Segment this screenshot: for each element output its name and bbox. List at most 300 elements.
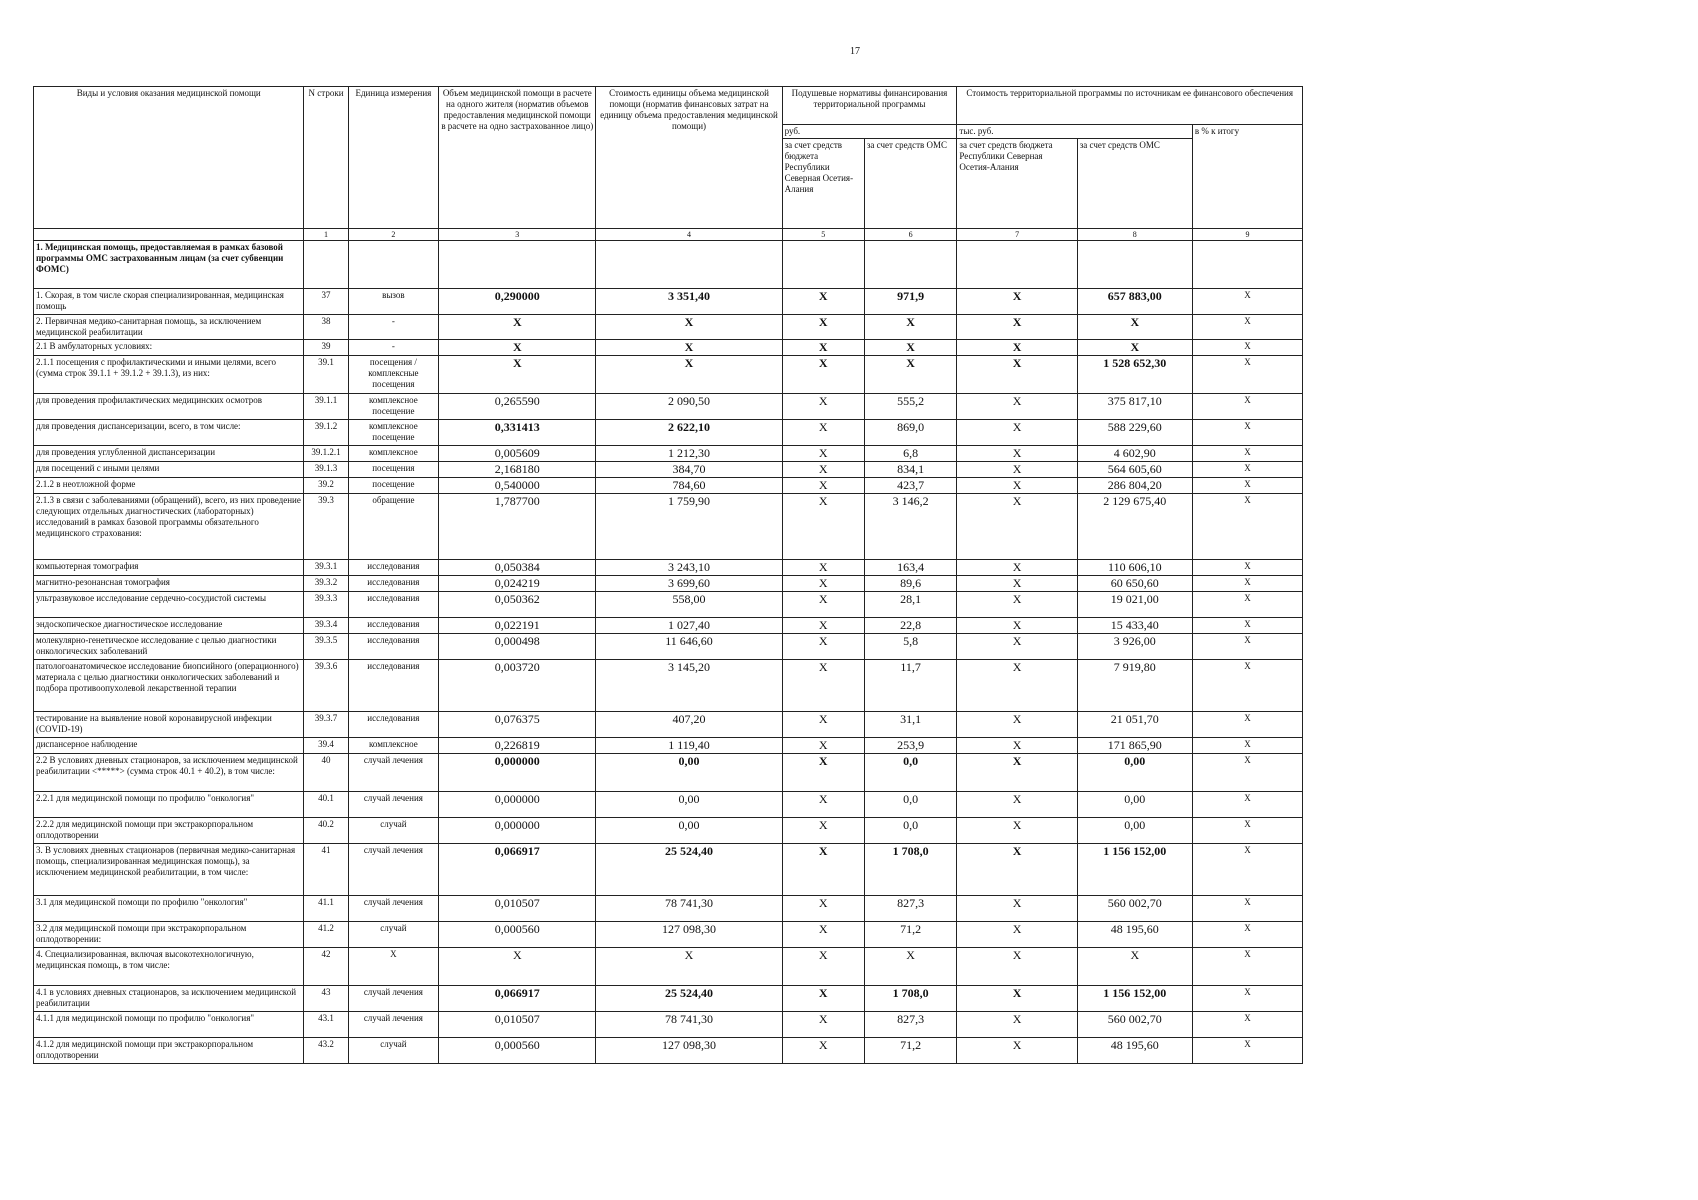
header-oms-rub: за счет средств ОМС (864, 139, 957, 229)
row-volume: 0,265590 (439, 394, 596, 420)
row-percent: X (1192, 818, 1302, 844)
row-oms-thous: 564 605,60 (1077, 462, 1192, 478)
row-unit: исследования (348, 712, 438, 738)
row-volume: 0,226819 (439, 738, 596, 754)
row-unit: комплексное (348, 446, 438, 462)
row-budget-thous: X (957, 792, 1077, 818)
row-unit-cost: 127 098,30 (596, 922, 782, 948)
row-name: 2.1 В амбулаторных условиях: (34, 340, 304, 356)
row-budget-rub: X (782, 462, 864, 478)
row-budget-rub: X (782, 754, 864, 792)
table-row (34, 618, 1303, 634)
row-budget-thous: X (957, 356, 1077, 394)
row-budget-rub: X (782, 494, 864, 560)
row-unit: случай (348, 1038, 438, 1064)
row-oms-thous: 560 002,70 (1077, 896, 1192, 922)
row-unit: X (348, 948, 438, 986)
row-budget-rub: X (782, 478, 864, 494)
row-oms-thous: 657 883,00 (1077, 289, 1192, 315)
row-oms-thous: 375 817,10 (1077, 394, 1192, 420)
row-unit-cost: 2 090,50 (596, 394, 782, 420)
table-container (33, 86, 1303, 1064)
row-name: 2.2.1 для медицинской помощи по профилю "онкология" (34, 792, 304, 818)
table-row (34, 394, 1303, 420)
row-percent: X (1192, 592, 1302, 618)
row-volume: 0,331413 (439, 420, 596, 446)
row-volume: 0,000000 (439, 818, 596, 844)
row-number: 39.3.2 (304, 576, 348, 592)
row-unit-cost: 78 741,30 (596, 1012, 782, 1038)
row-oms-rub: 253,9 (864, 738, 957, 754)
table-row (34, 792, 1303, 818)
row-oms-thous: X (1077, 340, 1192, 356)
row-unit-cost: 3 351,40 (596, 289, 782, 315)
row-unit: случай (348, 818, 438, 844)
row-name: 3. В условиях дневных стационаров (первичная медико-санитарная помощь, специализированная медицинская помощь), за исключением медицинской реабилитации, в том числе: (34, 844, 304, 896)
row-name: молекулярно-генетическое исследование с целью диагностики онкологических заболеваний (34, 634, 304, 660)
row-unit-cost: 3 145,20 (596, 660, 782, 712)
row-percent: X (1192, 315, 1302, 340)
table-row (34, 420, 1303, 446)
row-number: 42 (304, 948, 348, 986)
row-unit: исследования (348, 660, 438, 712)
row-name: 4. Специализированная, включая высокотехнологичную, медицинская помощь, в том числе: (34, 948, 304, 986)
row-name: 3.2 для медицинской помощи при экстракорпоральном оплодотворении: (34, 922, 304, 948)
row-unit: обращение (348, 494, 438, 560)
row-oms-rub: 834,1 (864, 462, 957, 478)
table-row (34, 986, 1303, 1012)
row-percent: X (1192, 1012, 1302, 1038)
row-volume: 0,005609 (439, 446, 596, 462)
row-oms-rub: X (864, 356, 957, 394)
row-oms-rub: 22,8 (864, 618, 957, 634)
row-number: 39.3.6 (304, 660, 348, 712)
row-percent: X (1192, 754, 1302, 792)
row-oms-rub: 6,8 (864, 446, 957, 462)
row-budget-thous: X (957, 289, 1077, 315)
row-volume: X (439, 948, 596, 986)
header-program-cost: Стоимость территориальной программы по источникам ее финансового обеспечения (957, 87, 1303, 125)
row-unit: случай лечения (348, 986, 438, 1012)
row-volume: X (439, 356, 596, 394)
row-unit: комплексное посещение (348, 420, 438, 446)
row-number: 43 (304, 986, 348, 1012)
row-budget-thous: X (957, 462, 1077, 478)
row-volume: 0,290000 (439, 289, 596, 315)
row-number: 39.3.1 (304, 560, 348, 576)
row-unit: случай лечения (348, 896, 438, 922)
row-oms-thous: 3 926,00 (1077, 634, 1192, 660)
table-row (34, 948, 1303, 986)
row-volume: 0,000560 (439, 1038, 596, 1064)
row-name: 2.1.2 в неотложной форме (34, 478, 304, 494)
row-number: 41 (304, 844, 348, 896)
row-budget-thous: X (957, 478, 1077, 494)
row-percent: X (1192, 922, 1302, 948)
row-name: для проведения профилактических медицинских осмотров (34, 394, 304, 420)
row-budget-rub: X (782, 340, 864, 356)
row-name: 2.1.3 в связи с заболеваниями (обращений), всего, из них проведение следующих отдельных диагностических (лабораторных) исследований в рамках базовой программы обязательного медицинского страхования: (34, 494, 304, 560)
row-name: 2.1.1 посещения с профилактическими и иными целями, всего (сумма строк 39.1.1 + 39.1.2 + 39.1.3), из них: (34, 356, 304, 394)
header-percent: в % к итогу (1192, 125, 1302, 229)
row-budget-thous: X (957, 754, 1077, 792)
row-oms-rub: 71,2 (864, 922, 957, 948)
row-percent: X (1192, 660, 1302, 712)
table-row (34, 660, 1303, 712)
row-name: 2.2.2 для медицинской помощи при экстракорпоральном оплодотворении (34, 818, 304, 844)
row-volume: 0,010507 (439, 1012, 596, 1038)
row-budget-thous: X (957, 446, 1077, 462)
row-oms-rub: X (864, 315, 957, 340)
header-rub: руб. (782, 125, 957, 139)
row-unit: исследования (348, 618, 438, 634)
table-row (34, 922, 1303, 948)
row-oms-thous: 110 606,10 (1077, 560, 1192, 576)
row-name: патологоанатомическое исследование биопсийного (операционного) материала с целью диагностики онкологических заболеваний и подбора противоопухолевой лекарственной терапии (34, 660, 304, 712)
row-unit-cost: 0,00 (596, 792, 782, 818)
row-budget-rub: X (782, 634, 864, 660)
column-number: 7 (957, 229, 1077, 241)
header-kinds: Виды и условия оказания медицинской помощи (34, 87, 304, 229)
row-unit-cost: X (596, 315, 782, 340)
row-percent: X (1192, 289, 1302, 315)
row-number: 39.2 (304, 478, 348, 494)
row-budget-thous: X (957, 660, 1077, 712)
table-row (34, 494, 1303, 560)
table-row (34, 340, 1303, 356)
row-oms-rub: 0,0 (864, 818, 957, 844)
row-oms-rub: 0,0 (864, 792, 957, 818)
column-number: 9 (1192, 229, 1302, 241)
row-name: тестирование на выявление новой коронавирусной инфекции (COVID-19) (34, 712, 304, 738)
row-oms-rub: 827,3 (864, 896, 957, 922)
row-unit-cost: X (596, 340, 782, 356)
row-unit-cost: 25 524,40 (596, 986, 782, 1012)
row-oms-thous: 0,00 (1077, 754, 1192, 792)
row-oms-rub: X (864, 948, 957, 986)
header-unit: Единица измерения (348, 87, 438, 229)
row-number: 39.3 (304, 494, 348, 560)
row-budget-rub: X (782, 844, 864, 896)
row-name: 4.1 в условиях дневных стационаров, за исключением медицинской реабилитации (34, 986, 304, 1012)
row-unit-cost: 3 243,10 (596, 560, 782, 576)
row-oms-thous: 21 051,70 (1077, 712, 1192, 738)
row-name: для посещений с иными целями (34, 462, 304, 478)
row-oms-rub: 0,0 (864, 754, 957, 792)
row-volume: 0,050384 (439, 560, 596, 576)
row-unit: комплексное (348, 738, 438, 754)
row-unit-cost: 11 646,60 (596, 634, 782, 660)
row-unit-cost: 3 699,60 (596, 576, 782, 592)
row-budget-thous: X (957, 896, 1077, 922)
row-number: 39.3.7 (304, 712, 348, 738)
row-budget-thous: X (957, 1038, 1077, 1064)
row-oms-thous: X (1077, 315, 1192, 340)
row-unit-cost: 0,00 (596, 754, 782, 792)
row-percent: X (1192, 634, 1302, 660)
row-number: 43.1 (304, 1012, 348, 1038)
table-row (34, 738, 1303, 754)
row-unit-cost: 1 119,40 (596, 738, 782, 754)
row-oms-thous: 286 804,20 (1077, 478, 1192, 494)
column-number: 6 (864, 229, 957, 241)
row-budget-rub: X (782, 576, 864, 592)
row-name: 4.1.1 для медицинской помощи по профилю "онкология" (34, 1012, 304, 1038)
row-volume: 0,024219 (439, 576, 596, 592)
row-name: 3.1 для медицинской помощи по профилю "онкология" (34, 896, 304, 922)
row-volume: 2,168180 (439, 462, 596, 478)
row-oms-rub: 163,4 (864, 560, 957, 576)
row-budget-thous: X (957, 560, 1077, 576)
row-unit-cost: X (596, 356, 782, 394)
table-row (34, 712, 1303, 738)
row-name: для проведения углубленной диспансеризации (34, 446, 304, 462)
row-volume: 0,003720 (439, 660, 596, 712)
row-name: 4.1.2 для медицинской помощи при экстракорпоральном оплодотворении (34, 1038, 304, 1064)
row-unit-cost: 558,00 (596, 592, 782, 618)
row-oms-thous: 1 528 652,30 (1077, 356, 1192, 394)
row-number: 39.3.3 (304, 592, 348, 618)
row-budget-rub: X (782, 618, 864, 634)
row-budget-rub: X (782, 420, 864, 446)
header-thous-rub: тыс. руб. (957, 125, 1192, 139)
header-per-capita: Подушевые нормативы финансирования территориальной программы (782, 87, 957, 125)
row-oms-thous: 48 195,60 (1077, 1038, 1192, 1064)
row-budget-thous: X (957, 738, 1077, 754)
column-number: 2 (348, 229, 438, 241)
row-unit: вызов (348, 289, 438, 315)
row-percent: X (1192, 896, 1302, 922)
row-number: 38 (304, 315, 348, 340)
row-unit-cost: 384,70 (596, 462, 782, 478)
row-unit: - (348, 340, 438, 356)
row-budget-thous: X (957, 494, 1077, 560)
row-name: ультразвуковое исследование сердечно-сосудистой системы (34, 592, 304, 618)
row-percent: X (1192, 738, 1302, 754)
table-row (34, 844, 1303, 896)
row-volume: 0,066917 (439, 986, 596, 1012)
column-number: 5 (782, 229, 864, 241)
row-oms-rub: 28,1 (864, 592, 957, 618)
row-volume: 0,540000 (439, 478, 596, 494)
row-unit: случай (348, 922, 438, 948)
row-number: 39.1 (304, 356, 348, 394)
row-oms-rub: 827,3 (864, 1012, 957, 1038)
table-row (34, 592, 1303, 618)
table-row (34, 315, 1303, 340)
row-budget-thous: X (957, 948, 1077, 986)
row-volume: 1,787700 (439, 494, 596, 560)
row-name: для проведения диспансеризации, всего, в том числе: (34, 420, 304, 446)
row-unit-cost: 25 524,40 (596, 844, 782, 896)
row-name: компьютерная томография (34, 560, 304, 576)
row-unit: посещения / комплексные посещения (348, 356, 438, 394)
column-number: 4 (596, 229, 782, 241)
row-budget-rub: X (782, 560, 864, 576)
row-oms-rub: 869,0 (864, 420, 957, 446)
row-budget-rub: X (782, 394, 864, 420)
row-budget-rub: X (782, 1038, 864, 1064)
table-row (34, 356, 1303, 394)
row-budget-thous: X (957, 420, 1077, 446)
row-oms-thous: 1 156 152,00 (1077, 986, 1192, 1012)
table-row (34, 1012, 1303, 1038)
row-budget-thous: X (957, 922, 1077, 948)
row-percent: X (1192, 712, 1302, 738)
row-oms-thous: 560 002,70 (1077, 1012, 1192, 1038)
row-percent: X (1192, 618, 1302, 634)
row-oms-rub: 3 146,2 (864, 494, 957, 560)
row-percent: X (1192, 986, 1302, 1012)
table-row (34, 289, 1303, 315)
row-volume: 0,022191 (439, 618, 596, 634)
table-row (34, 896, 1303, 922)
row-unit: исследования (348, 560, 438, 576)
colnum-cell-empty (34, 229, 304, 241)
table-row (34, 560, 1303, 576)
row-volume: X (439, 340, 596, 356)
row-budget-thous: X (957, 634, 1077, 660)
row-oms-thous: 1 156 152,00 (1077, 844, 1192, 896)
row-name: 2. Первичная медико-санитарная помощь, за исключением медицинской реабилитации (34, 315, 304, 340)
row-budget-rub: X (782, 660, 864, 712)
row-number: 39.1.2 (304, 420, 348, 446)
row-percent: X (1192, 494, 1302, 560)
page-number: 17 (850, 46, 860, 57)
row-percent: X (1192, 340, 1302, 356)
table-row (34, 1038, 1303, 1064)
row-volume: 0,066917 (439, 844, 596, 896)
row-volume: 0,000560 (439, 922, 596, 948)
row-unit-cost: 784,60 (596, 478, 782, 494)
row-budget-thous: X (957, 315, 1077, 340)
row-number: 41.1 (304, 896, 348, 922)
row-unit: исследования (348, 634, 438, 660)
row-oms-thous: 60 650,60 (1077, 576, 1192, 592)
header-volume: Объем медицинской помощи в расчете на одного жителя (норматив объемов предоставления медицинской помощи в расчете на одно застрахованное лицо) (439, 87, 596, 229)
row-name: диспансерное наблюдение (34, 738, 304, 754)
row-budget-thous: X (957, 576, 1077, 592)
row-oms-rub: 89,6 (864, 576, 957, 592)
table-row (34, 462, 1303, 478)
row-oms-rub: 423,7 (864, 478, 957, 494)
row-budget-rub: X (782, 289, 864, 315)
row-budget-rub: X (782, 948, 864, 986)
row-percent: X (1192, 420, 1302, 446)
row-budget-rub: X (782, 315, 864, 340)
row-percent: X (1192, 792, 1302, 818)
row-volume: 0,010507 (439, 896, 596, 922)
row-budget-rub: X (782, 818, 864, 844)
row-unit-cost: 407,20 (596, 712, 782, 738)
row-oms-thous: 171 865,90 (1077, 738, 1192, 754)
row-oms-rub: X (864, 340, 957, 356)
row-number: 41.2 (304, 922, 348, 948)
table-row (34, 478, 1303, 494)
row-budget-thous: X (957, 986, 1077, 1012)
row-oms-thous: 48 195,60 (1077, 922, 1192, 948)
row-oms-thous: 19 021,00 (1077, 592, 1192, 618)
row-oms-thous: 588 229,60 (1077, 420, 1192, 446)
row-unit-cost: 127 098,30 (596, 1038, 782, 1064)
row-unit: комплексное посещение (348, 394, 438, 420)
section-title-row (34, 241, 1303, 289)
row-number: 39 (304, 340, 348, 356)
row-number: 37 (304, 289, 348, 315)
row-number: 39.1.1 (304, 394, 348, 420)
column-number: 8 (1077, 229, 1192, 241)
row-percent: X (1192, 948, 1302, 986)
row-budget-thous: X (957, 712, 1077, 738)
row-percent: X (1192, 576, 1302, 592)
row-unit: посещение (348, 478, 438, 494)
row-number: 40.2 (304, 818, 348, 844)
row-number: 39.1.3 (304, 462, 348, 478)
row-percent: X (1192, 844, 1302, 896)
row-volume: 0,000000 (439, 754, 596, 792)
row-unit-cost: 78 741,30 (596, 896, 782, 922)
row-oms-thous: 2 129 675,40 (1077, 494, 1192, 560)
row-unit: исследования (348, 592, 438, 618)
row-budget-thous: X (957, 592, 1077, 618)
table-row (34, 754, 1303, 792)
row-budget-thous: X (957, 394, 1077, 420)
row-number: 39.3.4 (304, 618, 348, 634)
row-budget-thous: X (957, 340, 1077, 356)
row-oms-thous: 0,00 (1077, 792, 1192, 818)
row-unit: случай лечения (348, 792, 438, 818)
row-unit: случай лечения (348, 1012, 438, 1038)
row-budget-rub: X (782, 922, 864, 948)
row-budget-rub: X (782, 712, 864, 738)
row-name: 1. Скорая, в том числе скорая специализированная, медицинская помощь (34, 289, 304, 315)
row-budget-rub: X (782, 446, 864, 462)
row-percent: X (1192, 394, 1302, 420)
row-number: 40.1 (304, 792, 348, 818)
row-oms-rub: 31,1 (864, 712, 957, 738)
row-percent: X (1192, 1038, 1302, 1064)
header-budget-rub: за счет средств бюджета Республики Северная Осетия-Алания (782, 139, 864, 229)
row-budget-rub: X (782, 1012, 864, 1038)
table-row (34, 446, 1303, 462)
row-oms-rub: 71,2 (864, 1038, 957, 1064)
row-unit-cost: 2 622,10 (596, 420, 782, 446)
row-unit: случай лечения (348, 844, 438, 896)
row-volume: 0,076375 (439, 712, 596, 738)
table-row (34, 818, 1303, 844)
row-volume: 0,050362 (439, 592, 596, 618)
row-unit: посещения (348, 462, 438, 478)
row-number: 39.1.2.1 (304, 446, 348, 462)
table-row (34, 576, 1303, 592)
row-oms-rub: 1 708,0 (864, 986, 957, 1012)
row-oms-rub: 1 708,0 (864, 844, 957, 896)
header-oms-thous: за счет средств ОМС (1077, 139, 1192, 229)
row-unit-cost: 0,00 (596, 818, 782, 844)
row-oms-rub: 555,2 (864, 394, 957, 420)
row-oms-rub: 11,7 (864, 660, 957, 712)
row-number: 39.4 (304, 738, 348, 754)
row-name: 2.2 В условиях дневных стационаров, за исключением медицинской реабилитации <*****> (сумма строк 40.1 + 40.2), в том числе: (34, 754, 304, 792)
column-number: 3 (439, 229, 596, 241)
row-budget-rub: X (782, 592, 864, 618)
row-unit-cost: 1 759,90 (596, 494, 782, 560)
row-oms-thous: 4 602,90 (1077, 446, 1192, 462)
row-oms-thous: X (1077, 948, 1192, 986)
row-unit: случай лечения (348, 754, 438, 792)
row-unit: - (348, 315, 438, 340)
section-title: 1. Медицинская помощь, предоставляемая в рамках базовой программы ОМС застрахованным лицам (за счет субвенции ФОМС) (34, 241, 304, 289)
